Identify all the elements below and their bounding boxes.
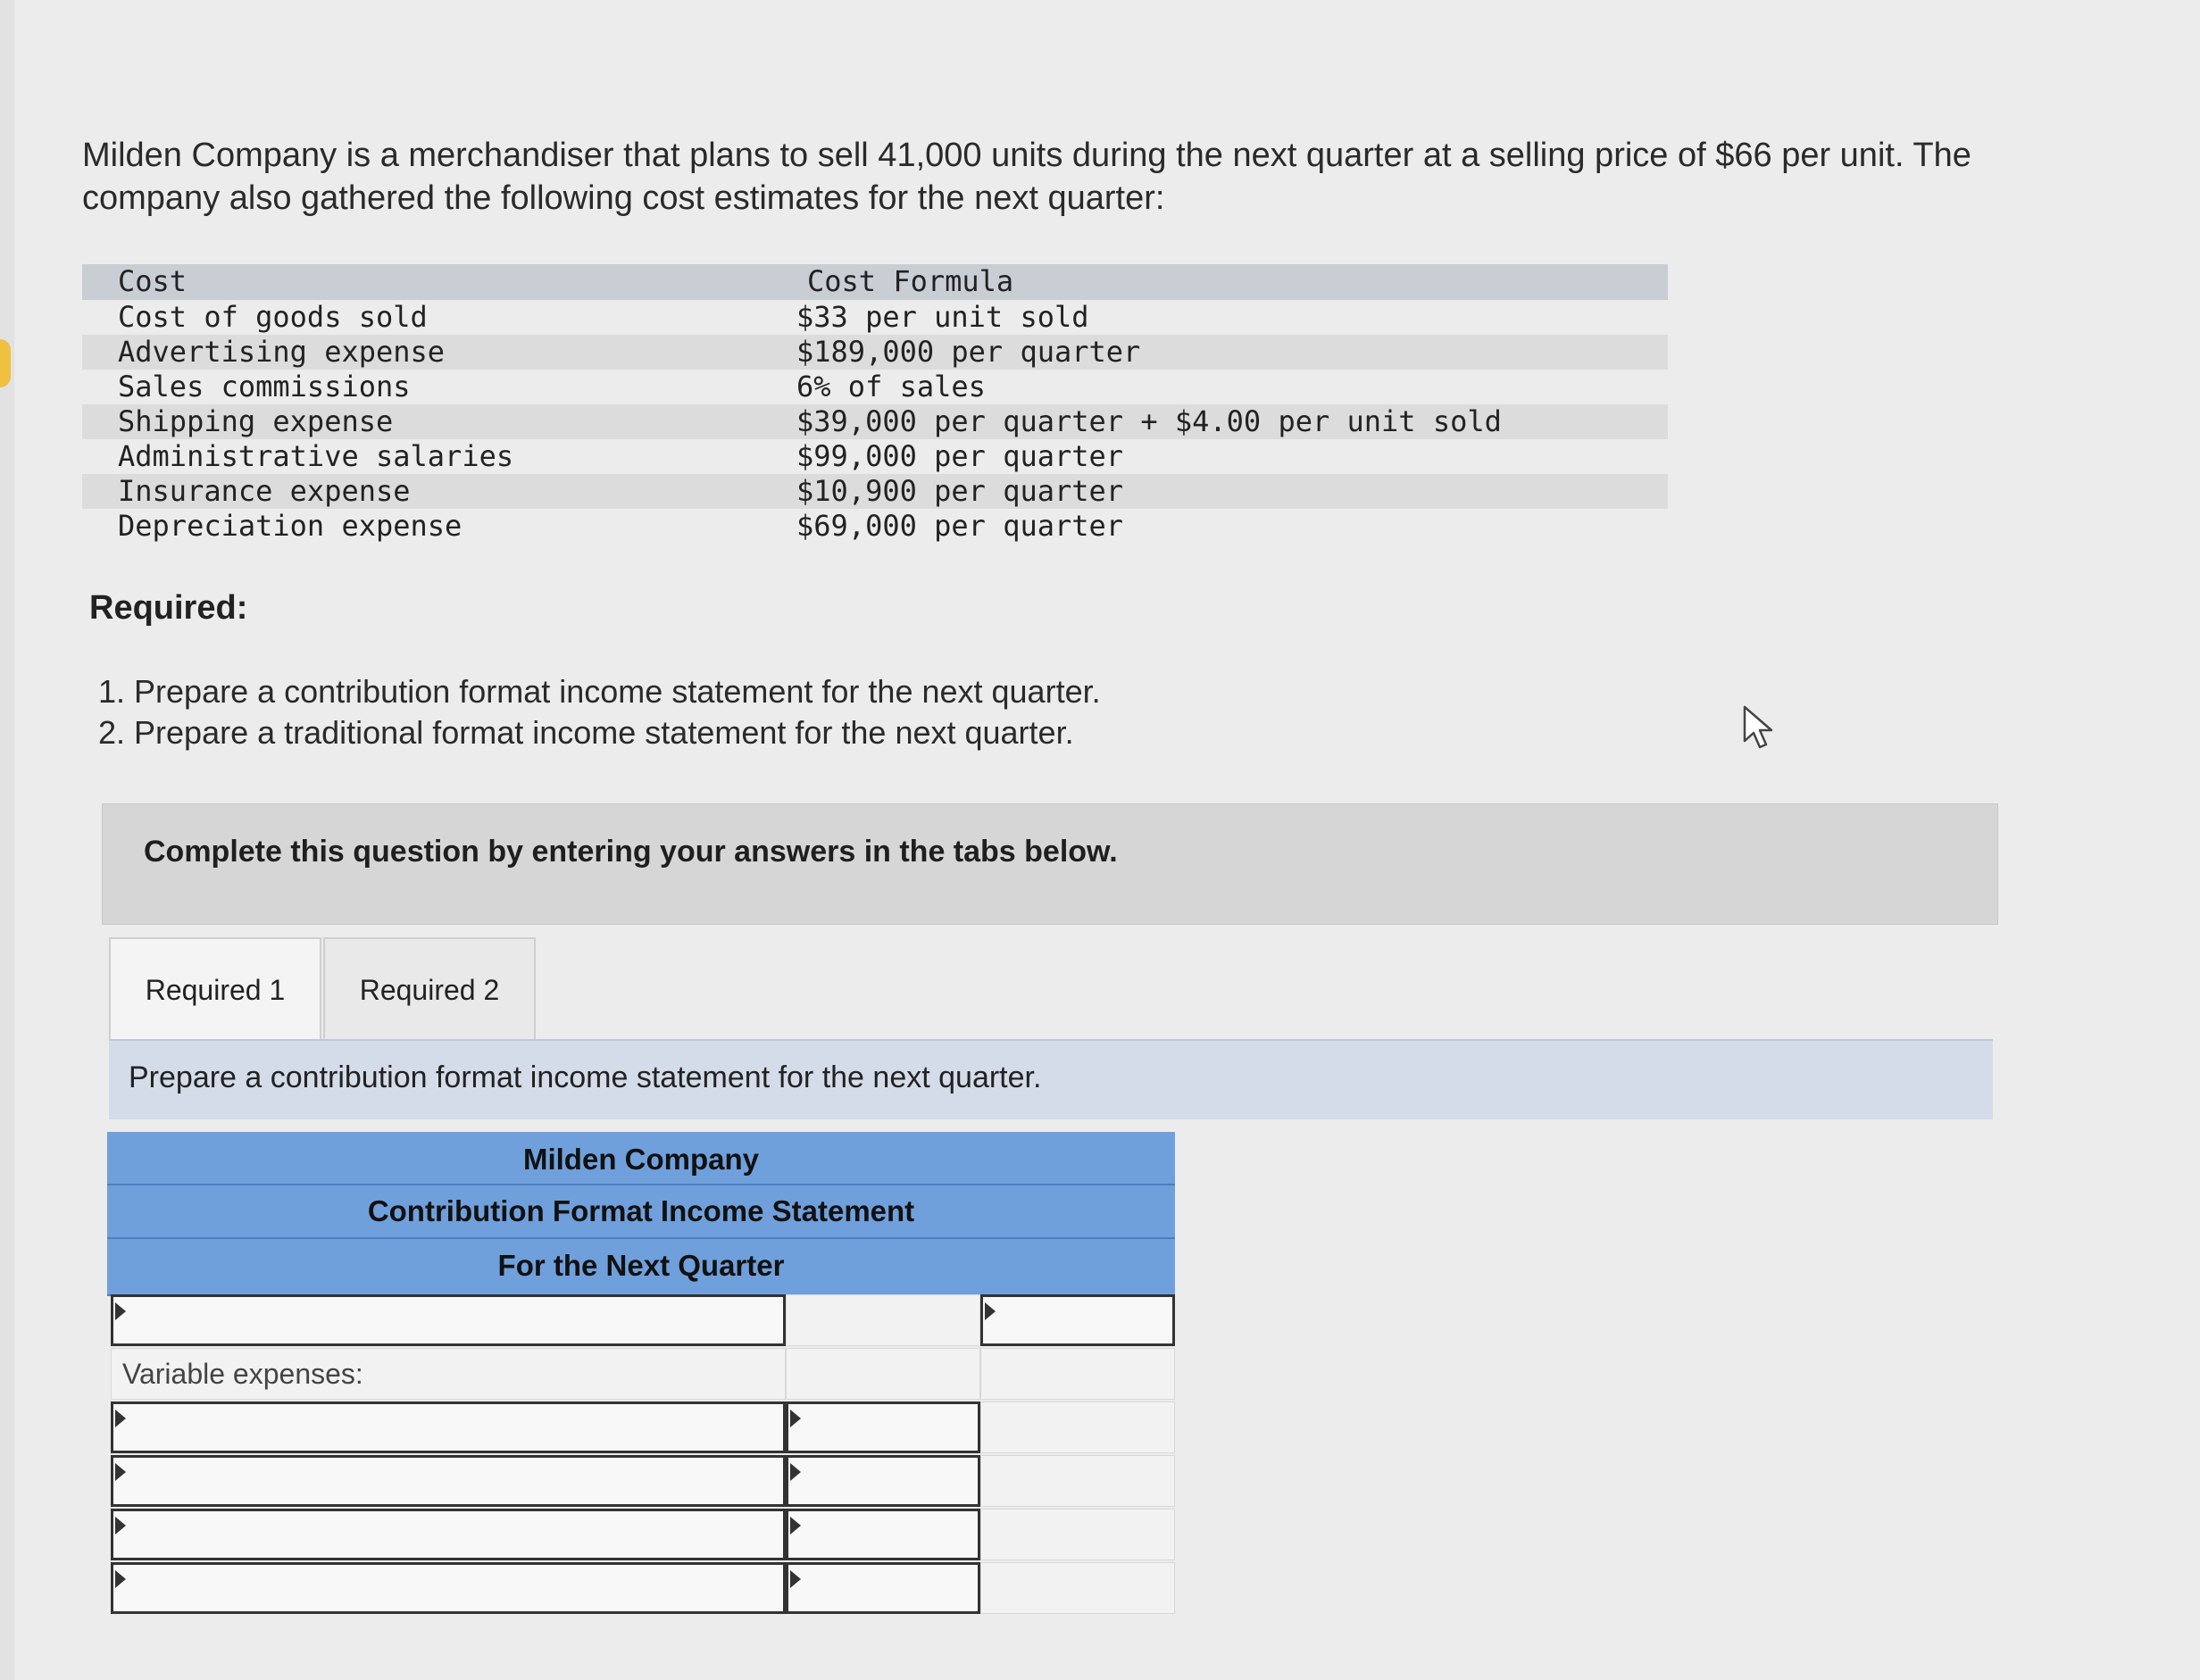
income-statement-header: [107, 1132, 1175, 1296]
total-cell: [980, 1455, 1175, 1507]
formula-header: Cost Formula: [807, 264, 1014, 298]
required-heading: Required:: [89, 589, 248, 627]
total-cell: [980, 1509, 1175, 1560]
cost-table-header: [82, 264, 1668, 300]
instructions-banner: [102, 803, 1998, 925]
instructions-text: Complete this question by entering your answers in the tabs below.: [144, 835, 1118, 869]
statement-company: Milden Company: [107, 1132, 1175, 1185]
line-item-dropdown[interactable]: [111, 1509, 786, 1560]
intro-line-2: company also gathered the following cost estimates for the next quarter:: [82, 179, 1165, 217]
income-statement-grid: [107, 1294, 1175, 1616]
cost-formula: $69,000 per quarter: [796, 509, 1124, 543]
amount-input[interactable]: [801, 1568, 974, 1611]
tab-required-2[interactable]: Required 2: [323, 937, 536, 1041]
total-input[interactable]: [996, 1301, 1169, 1343]
statement-row: [107, 1401, 1175, 1455]
statement-row: [107, 1348, 1175, 1401]
cost-name: Shipping expense: [118, 404, 394, 438]
tab-instruction-text: Prepare a contribution format income statement for the next quarter.: [129, 1060, 1042, 1094]
statement-period: For the Next Quarter: [107, 1239, 1175, 1296]
required-list: [98, 671, 1101, 753]
statement-title: Contribution Format Income Statement: [107, 1185, 1175, 1239]
cost-name: Administrative salaries: [118, 439, 514, 473]
table-row: [82, 335, 1668, 370]
section-label-cell: [111, 1348, 786, 1400]
cost-name: Cost of goods sold: [118, 300, 428, 334]
amount-cell: [786, 1294, 980, 1346]
total-input-cell[interactable]: [980, 1294, 1175, 1346]
cost-name: Advertising expense: [118, 335, 446, 369]
total-cell: [980, 1401, 1175, 1453]
cost-formula: $189,000 per quarter: [796, 335, 1141, 369]
line-item-dropdown[interactable]: [111, 1401, 786, 1453]
mouse-pointer-icon: [1741, 705, 1777, 750]
table-row: [82, 300, 1668, 335]
table-row: [82, 474, 1668, 509]
line-item-dropdown[interactable]: [111, 1455, 786, 1507]
intro-line-1: Milden Company is a merchandiser that plans to sell 41,000 units during the next quarter at a selling price of $66 per unit. The: [82, 137, 1971, 174]
statement-row: [107, 1455, 1175, 1509]
amount-input-cell[interactable]: [786, 1455, 980, 1507]
statement-row: [107, 1562, 1175, 1616]
dropdown-arrow-icon: [985, 1302, 996, 1320]
problem-intro: [82, 134, 2100, 220]
amount-cell: [786, 1348, 980, 1400]
line-item-input[interactable]: [126, 1301, 779, 1343]
dropdown-arrow-icon: [790, 1570, 801, 1588]
cost-formula: 6% of sales: [796, 370, 986, 403]
line-item-input[interactable]: [126, 1461, 779, 1504]
amount-input[interactable]: [801, 1515, 974, 1558]
statement-row: [107, 1294, 1175, 1348]
dropdown-arrow-icon: [790, 1410, 801, 1427]
line-item-input[interactable]: [126, 1408, 779, 1451]
cost-formula: $33 per unit sold: [796, 300, 1089, 334]
statement-row: [107, 1509, 1175, 1562]
required-item-2: 2. Prepare a traditional format income statement for the next quarter.: [98, 714, 1074, 751]
cost-formula: $10,900 per quarter: [796, 474, 1124, 508]
total-cell: [980, 1562, 1175, 1614]
amount-input-cell[interactable]: [786, 1509, 980, 1560]
dropdown-arrow-icon: [115, 1570, 126, 1588]
cost-name: Insurance expense: [118, 474, 411, 508]
scroll-indicator: [0, 339, 11, 387]
amount-input-cell[interactable]: [786, 1401, 980, 1453]
table-row: [82, 370, 1668, 404]
dropdown-arrow-icon: [115, 1302, 126, 1320]
total-cell: [980, 1348, 1175, 1400]
table-row: [82, 439, 1668, 474]
line-item-dropdown[interactable]: [111, 1294, 786, 1346]
amount-input[interactable]: [801, 1408, 974, 1451]
amount-input-cell[interactable]: [786, 1562, 980, 1614]
table-row: [82, 509, 1668, 544]
line-item-input[interactable]: [126, 1568, 779, 1611]
tab-required-1[interactable]: Required 1: [109, 937, 321, 1041]
cost-name: Sales commissions: [118, 370, 411, 403]
dropdown-arrow-icon: [790, 1517, 801, 1534]
tab-instruction-bar: [109, 1041, 1993, 1119]
amount-input[interactable]: [801, 1461, 974, 1504]
dropdown-arrow-icon: [115, 1410, 126, 1427]
cost-formula: $99,000 per quarter: [796, 439, 1124, 473]
dropdown-arrow-icon: [790, 1463, 801, 1481]
cost-header: Cost: [118, 264, 188, 298]
line-item-dropdown[interactable]: [111, 1562, 786, 1614]
variable-expenses-label: Variable expenses:: [122, 1358, 363, 1390]
dropdown-arrow-icon: [115, 1517, 126, 1534]
cost-name: Depreciation expense: [118, 509, 462, 543]
table-row: [82, 404, 1668, 439]
dropdown-arrow-icon: [115, 1463, 126, 1481]
page-left-edge: [0, 0, 14, 1680]
cost-formula: $39,000 per quarter + $4.00 per unit sold: [796, 404, 1502, 438]
required-item-1: 1. Prepare a contribution format income statement for the next quarter.: [98, 673, 1101, 710]
cost-formula-table: [82, 264, 1668, 544]
line-item-input[interactable]: [126, 1515, 779, 1558]
